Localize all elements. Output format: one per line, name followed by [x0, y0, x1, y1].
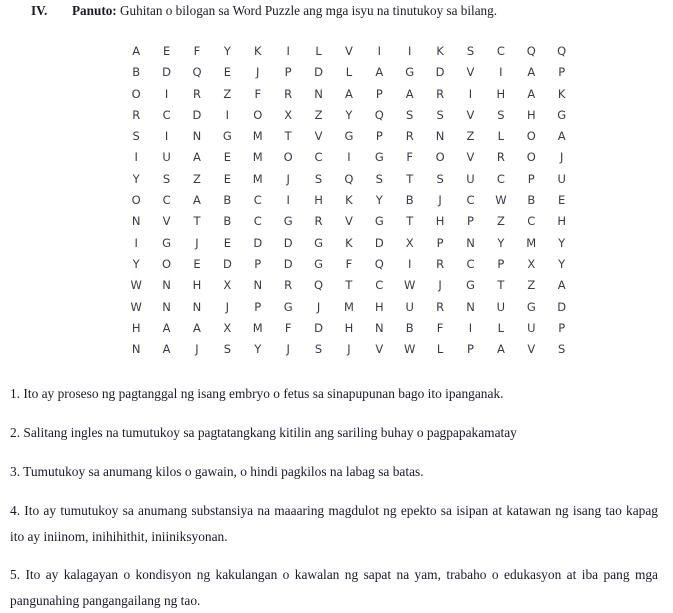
grid-cell[interactable]: F	[254, 86, 262, 101]
grid-cell[interactable]: N	[466, 299, 475, 314]
grid-cell[interactable]: N	[131, 342, 141, 357]
grid-cell[interactable]: C	[527, 214, 536, 229]
grid-cell[interactable]: Z	[527, 278, 536, 293]
grid-cell[interactable]: V	[162, 214, 171, 229]
grid-cell[interactable]: U	[557, 171, 566, 186]
grid-cell[interactable]: D	[283, 256, 293, 271]
grid-cell[interactable]: A	[162, 320, 171, 335]
grid-cell[interactable]: R	[284, 86, 293, 101]
grid-cell[interactable]: P	[527, 171, 535, 186]
grid-cell[interactable]: G	[314, 256, 323, 271]
grid-cell[interactable]: I	[164, 129, 169, 144]
grid-cell[interactable]: D	[314, 65, 323, 80]
grid-cell[interactable]: H	[435, 214, 445, 229]
grid-cell[interactable]: E	[558, 193, 566, 208]
word-puzzle-grid[interactable]	[121, 41, 577, 360]
grid-cell[interactable]: Y	[558, 256, 566, 271]
grid-cell[interactable]: Y	[132, 171, 140, 186]
instruction-body-text: Guhitan o bilogan sa Word Puzzle ang mga isyu na tinutukoy sa bilang.	[120, 3, 498, 18]
grid-cell[interactable]: G	[283, 299, 293, 314]
instruction-header	[0, 2, 673, 19]
grid-cell[interactable]: E	[223, 150, 231, 165]
grid-cell[interactable]: A	[193, 193, 201, 208]
grid-cell[interactable]: J	[286, 171, 290, 186]
grid-cell[interactable]: N	[314, 86, 323, 101]
grid-cell[interactable]: B	[405, 320, 414, 335]
grid-cell[interactable]: N	[192, 129, 202, 144]
grid-cell[interactable]: A	[375, 65, 384, 80]
grid-cell[interactable]: C	[253, 214, 262, 229]
grid-cell[interactable]: I	[134, 150, 138, 165]
grid-cell[interactable]: R	[132, 107, 141, 122]
grid-cell[interactable]: A	[193, 150, 201, 165]
grid-cell[interactable]: N	[131, 214, 141, 229]
grid-cell[interactable]: I	[286, 44, 290, 58]
grid-cell[interactable]: S	[436, 107, 444, 122]
grid-cell[interactable]: N	[375, 320, 384, 335]
grid-cell[interactable]: H	[131, 320, 141, 335]
grid-cell[interactable]: D	[374, 235, 384, 250]
grid-cell[interactable]: F	[193, 44, 201, 58]
grid-cell[interactable]: M	[252, 129, 263, 144]
grid-cell[interactable]: H	[374, 299, 384, 314]
question-item: 4. Ito ay tumutukoy sa anumang substansiya na maaaring magdulot ng epekto sa isipan at katawan ng isang tao kapag ito ay iniinom, inihihithit, iniiniksyonan.	[10, 503, 658, 544]
grid-cell[interactable]: N	[162, 278, 171, 293]
grid-cell[interactable]: Z	[223, 86, 232, 101]
grid-cell[interactable]: A	[162, 342, 171, 357]
grid-cell[interactable]: Y	[223, 44, 231, 58]
grid-cell[interactable]: R	[436, 256, 445, 271]
grid-cell[interactable]: O	[162, 256, 172, 271]
grid-cell[interactable]: N	[435, 129, 445, 144]
grid-cell[interactable]: I	[134, 235, 138, 250]
grid-cell[interactable]: A	[344, 86, 353, 101]
grid-cell[interactable]: R	[496, 150, 505, 165]
grid-cell[interactable]: G	[526, 299, 536, 314]
grid-cell[interactable]: Y	[497, 235, 505, 250]
grid-cell[interactable]: P	[497, 256, 505, 271]
grid-cell[interactable]: K	[345, 235, 353, 250]
grid-cell[interactable]: U	[527, 320, 536, 335]
question-item: 2. Salitang ingles na tumutukoy sa pagtatangkang kitilin ang sariling buhay o pagpapakamatay	[10, 425, 517, 441]
grid-cell[interactable]: V	[466, 150, 475, 165]
grid-cell[interactable]: O	[283, 150, 293, 165]
grid-cell[interactable]: Z	[466, 129, 475, 144]
grid-cell[interactable]: P	[254, 299, 262, 314]
grid-cell[interactable]: V	[466, 107, 475, 122]
grid-cell[interactable]: N	[192, 299, 202, 314]
grid-cell[interactable]: G	[374, 150, 384, 165]
grid-cell[interactable]: Q	[344, 171, 354, 186]
grid-cell[interactable]: S	[497, 107, 505, 122]
grid-cell[interactable]: J	[256, 65, 260, 80]
grid-cell[interactable]: E	[223, 235, 231, 250]
grid-cell[interactable]: G	[405, 65, 415, 80]
grid-cell[interactable]: S	[162, 171, 171, 186]
grid-cell[interactable]: D	[253, 235, 263, 250]
grid-cell[interactable]: B	[405, 193, 414, 208]
grid-cell[interactable]: W	[404, 278, 416, 293]
grid-cell[interactable]: T	[345, 278, 353, 293]
grid-cell[interactable]: D	[557, 299, 567, 314]
grid-cell[interactable]: J	[316, 299, 321, 314]
grid-cell[interactable]: F	[284, 320, 292, 335]
grid-cell[interactable]: O	[131, 86, 141, 101]
grid-cell[interactable]: R	[314, 214, 323, 229]
grid-cell[interactable]: G	[374, 214, 384, 229]
panuto-label: Panuto:	[72, 3, 117, 18]
grid-cell[interactable]: G	[162, 235, 172, 250]
grid-cell[interactable]: Z	[193, 171, 201, 186]
grid-cell[interactable]: O	[526, 150, 536, 165]
grid-cell[interactable]: W	[404, 342, 416, 357]
grid-cell[interactable]: I	[225, 107, 230, 122]
grid-cell[interactable]: G	[466, 278, 475, 293]
grid-cell[interactable]: O	[435, 150, 445, 165]
question-item: 5. Ito ay kalagayan o kondisyon ng kakulangan o kawalan ng sapat na yam, trabaho o edukasyon at iba pang mga pangunahing pangangailang ng tao.	[10, 567, 658, 608]
grid-cell[interactable]: G	[222, 129, 232, 144]
grid-cell[interactable]: I	[347, 150, 351, 165]
grid-cell[interactable]: K	[345, 193, 353, 208]
grid-cell[interactable]: B	[527, 193, 536, 208]
grid-cell[interactable]: P	[284, 65, 292, 80]
grid-cell[interactable]: T	[193, 214, 201, 229]
grid-cell[interactable]: J	[438, 193, 442, 208]
grid-cell[interactable]: L	[436, 342, 444, 357]
grid-cell[interactable]: L	[497, 320, 505, 335]
grid-cell[interactable]: M	[526, 235, 537, 250]
grid-cell[interactable]: G	[557, 107, 567, 122]
grid-cell[interactable]: F	[345, 256, 353, 271]
grid-cell[interactable]: S	[558, 342, 566, 357]
grid-cell[interactable]: C	[466, 256, 475, 271]
grid-cell[interactable]: K	[436, 44, 444, 58]
grid-cell[interactable]: H	[526, 107, 536, 122]
grid-cell[interactable]: S	[466, 44, 475, 58]
grid-cell[interactable]: J	[347, 342, 351, 357]
grid-cell[interactable]: J	[438, 278, 442, 293]
grid-cell[interactable]: U	[466, 171, 475, 186]
grid-cell[interactable]: P	[436, 235, 444, 250]
grid-cell[interactable]: H	[314, 193, 323, 208]
grid-cell[interactable]: S	[314, 342, 323, 357]
grid-cell[interactable]: J	[195, 342, 199, 357]
grid-cell[interactable]: X	[223, 320, 232, 335]
grid-cell[interactable]: T	[284, 129, 292, 144]
grid-cell[interactable]: I	[286, 193, 290, 208]
grid-cell[interactable]: Y	[375, 193, 383, 208]
grid-cell[interactable]: T	[406, 171, 414, 186]
grid-cell[interactable]: E	[223, 65, 231, 80]
grid-cell[interactable]: P	[375, 86, 383, 101]
grid-cell[interactable]: V	[314, 129, 323, 144]
section-numeral: IV.	[31, 3, 48, 18]
grid-cell[interactable]: Y	[345, 107, 353, 122]
grid-cell[interactable]: M	[252, 171, 263, 186]
grid-cell[interactable]: S	[375, 171, 383, 186]
question-item: 3. Tumutukoy sa anumang kilos o gawain, o hindi pagkilos na labag sa batas.	[10, 464, 424, 480]
grid-cell[interactable]: O	[526, 129, 536, 144]
grid-cell[interactable]: T	[497, 278, 505, 293]
grid-cell[interactable]: B	[132, 65, 141, 80]
grid-cell[interactable]: B	[223, 193, 232, 208]
grid-cell[interactable]: P	[558, 320, 566, 335]
grid-cell[interactable]: G	[344, 129, 354, 144]
grid-cell[interactable]: O	[253, 107, 263, 122]
grid-cell[interactable]: V	[375, 342, 384, 357]
grid-cell[interactable]: S	[223, 342, 232, 357]
grid-cell[interactable]: Q	[192, 65, 202, 80]
grid-cell[interactable]: Q	[314, 278, 324, 293]
grid-cell[interactable]: X	[527, 256, 536, 271]
grid-cell[interactable]: H	[192, 278, 202, 293]
grid-cell[interactable]: I	[408, 44, 412, 58]
grid-cell[interactable]: J	[195, 235, 199, 250]
grid-cell[interactable]: Y	[254, 342, 262, 357]
grid-cell[interactable]: Z	[314, 107, 323, 122]
grid-cell[interactable]: A	[193, 320, 201, 335]
grid-cell[interactable]: A	[527, 86, 536, 101]
grid-cell[interactable]: L	[345, 65, 353, 80]
grid-cell[interactable]: D	[314, 320, 323, 335]
grid-cell[interactable]: Q	[374, 256, 384, 271]
grid-cell[interactable]: J	[225, 299, 230, 314]
grid-cell[interactable]: N	[162, 299, 171, 314]
grid-cell[interactable]: M	[343, 299, 354, 314]
grid-cell[interactable]: Q	[374, 107, 384, 122]
grid-cell[interactable]: R	[436, 86, 445, 101]
grid-cell[interactable]: D	[222, 256, 232, 271]
grid-cell[interactable]: A	[557, 129, 566, 144]
grid-cell[interactable]: H	[557, 214, 566, 229]
grid-cell[interactable]: K	[557, 86, 566, 101]
grid-cell[interactable]: V	[527, 342, 536, 357]
grid-cell[interactable]: S	[406, 107, 414, 122]
grid-cell[interactable]: G	[283, 214, 293, 229]
grid-cell[interactable]: O	[131, 193, 141, 208]
grid-cell[interactable]: I	[164, 86, 169, 101]
question-item: 1. Ito ay proseso ng pagtanggal ng isang embryo o fetus sa sinapupunan bago ito ipanganak.	[10, 386, 504, 402]
grid-cell[interactable]: N	[466, 235, 475, 250]
grid-cell[interactable]: W	[130, 278, 142, 293]
grid-cell[interactable]: P	[375, 129, 383, 144]
grid-cell[interactable]: D	[435, 65, 445, 80]
grid-cell[interactable]: Q	[526, 44, 536, 58]
grid-cell[interactable]: R	[405, 129, 414, 144]
grid-cell[interactable]: H	[496, 86, 506, 101]
grid-cell[interactable]: X	[405, 235, 414, 250]
grid-cell[interactable]: I	[499, 65, 503, 80]
grid-cell[interactable]: C	[496, 44, 505, 58]
grid-cell[interactable]: U	[496, 299, 506, 314]
grid-cell[interactable]: X	[223, 278, 232, 293]
grid-cell[interactable]: P	[558, 65, 566, 80]
grid-cell[interactable]: Y	[558, 235, 566, 250]
grid-cell[interactable]: A	[405, 86, 414, 101]
grid-cell[interactable]: M	[252, 320, 263, 335]
grid-cell[interactable]: E	[193, 256, 201, 271]
grid-cell[interactable]: V	[344, 44, 353, 58]
grid-cell[interactable]: V	[344, 214, 353, 229]
grid-cell[interactable]: Y	[132, 256, 140, 271]
grid-cell[interactable]: Z	[496, 214, 505, 229]
grid-cell[interactable]: C	[375, 278, 384, 293]
grid-cell[interactable]: Q	[557, 44, 567, 58]
grid-cell[interactable]: L	[315, 44, 322, 58]
grid-cell[interactable]: N	[253, 278, 263, 293]
grid-cell[interactable]: C	[466, 193, 475, 208]
grid-cell[interactable]: A	[132, 44, 141, 58]
grid-cell[interactable]: C	[253, 193, 262, 208]
grid-cell[interactable]: W	[130, 299, 142, 314]
grid-cell[interactable]: R	[192, 86, 201, 101]
grid-cell[interactable]: C	[162, 107, 171, 122]
grid-cell[interactable]: A	[557, 278, 566, 293]
grid-cell[interactable]: F	[436, 320, 444, 335]
grid-cell[interactable]: P	[254, 256, 262, 271]
grid-cell[interactable]: C	[496, 171, 505, 186]
grid-cell[interactable]: T	[406, 214, 414, 229]
grid-cell[interactable]: P	[467, 342, 474, 357]
grid-cell[interactable]: U	[162, 150, 171, 165]
grid-cell[interactable]: K	[253, 44, 262, 58]
grid-cell[interactable]: X	[284, 107, 293, 122]
questions-list	[10, 368, 658, 613]
grid-cell[interactable]: C	[314, 150, 323, 165]
grid-cell[interactable]: B	[223, 214, 232, 229]
grid-cell[interactable]: I	[377, 44, 382, 58]
grid-cell[interactable]: L	[497, 129, 505, 144]
grid-cell[interactable]: D	[162, 65, 172, 80]
grid-cell[interactable]: R	[284, 278, 293, 293]
grid-cell[interactable]: J	[286, 342, 290, 357]
grid-cell[interactable]: A	[527, 65, 536, 80]
grid-cell[interactable]: U	[405, 299, 414, 314]
grid-cell[interactable]: D	[283, 235, 293, 250]
grid-cell[interactable]: R	[436, 299, 445, 314]
grid-cell[interactable]: J	[559, 150, 564, 165]
grid-cell[interactable]: D	[192, 107, 202, 122]
grid-cell[interactable]: E	[223, 171, 231, 186]
grid-cell[interactable]: F	[406, 150, 414, 165]
grid-cell[interactable]: I	[468, 320, 473, 335]
grid-cell[interactable]: S	[132, 129, 140, 144]
grid-cell[interactable]: V	[466, 65, 475, 80]
grid-cell[interactable]: S	[314, 171, 323, 186]
grid-cell[interactable]: G	[314, 235, 323, 250]
grid-cell[interactable]: S	[436, 171, 444, 186]
grid-cell[interactable]: H	[344, 320, 354, 335]
grid-cell[interactable]: C	[162, 193, 171, 208]
grid-cell[interactable]: I	[468, 86, 473, 101]
grid-cell[interactable]: I	[408, 256, 412, 271]
grid-cell[interactable]: W	[495, 193, 507, 208]
grid-cell[interactable]: A	[496, 342, 505, 357]
grid-cell[interactable]: P	[467, 214, 474, 229]
grid-cell[interactable]: M	[252, 150, 263, 165]
grid-cell[interactable]: E	[162, 44, 171, 58]
